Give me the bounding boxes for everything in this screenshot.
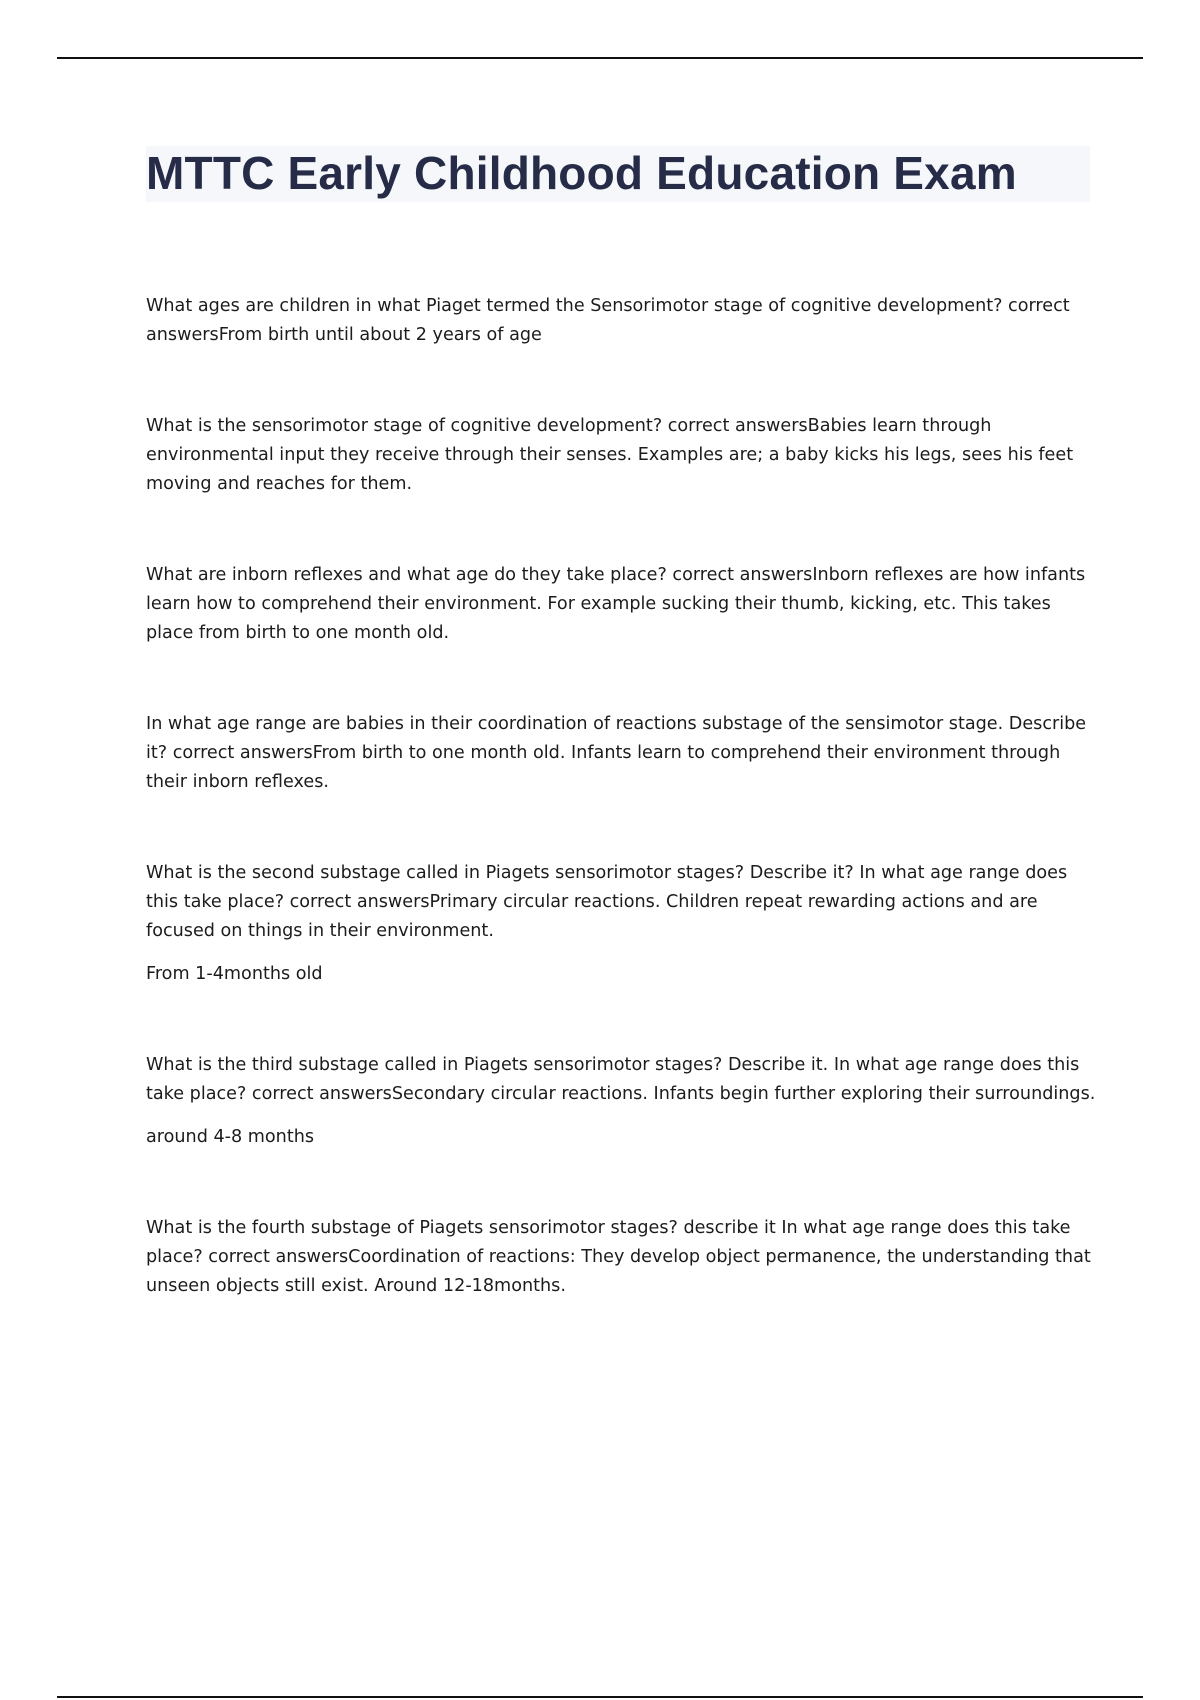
qa-item xyxy=(146,412,1096,499)
qa-text: In what age range are babies in their coordination of reactions substage of the sensimotor stage. Describe it? correct answersFrom birth to one month old. Infants learn to comprehend their environment through their inborn reflexes. xyxy=(146,714,1087,792)
qa-list xyxy=(146,292,1096,1363)
qa-item xyxy=(146,292,1096,350)
qa-text: What are inborn reflexes and what age do they take place? correct answersInborn reflexes are how infants learn how to comprehend their environment. For example sucking their thumb, kicking, etc. This takes place from birth to one month old. xyxy=(146,565,1086,643)
qa-item xyxy=(146,561,1096,648)
qa-extra-text: From 1-4months old xyxy=(146,964,323,984)
qa-item xyxy=(146,710,1096,797)
qa-text: What is the third substage called in Piagets sensorimotor stages? Describe it. In what age range does this take place? correct answersSecondary circular reactions. Infants begin further exploring their surroundings. xyxy=(146,1055,1096,1104)
qa-text: What ages are children in what Piaget termed the Sensorimotor stage of cognitive development? correct answersFrom birth until about 2 years of age xyxy=(146,296,1070,345)
header-rule xyxy=(57,57,1143,59)
qa-extra-text: around 4-8 months xyxy=(146,1127,315,1147)
qa-item xyxy=(146,1051,1096,1152)
footer-rule xyxy=(57,1696,1143,1698)
qa-item xyxy=(146,859,1096,989)
qa-item xyxy=(146,1214,1096,1301)
qa-text: What is the second substage called in Piagets sensorimotor stages? Describe it? In what age range does this take place? correct answersPrimary circular reactions. Children repeat rewarding actions and are focused on things in their environment. xyxy=(146,863,1068,941)
document-title: MTTC Early Childhood Education Exam xyxy=(146,147,1017,199)
qa-text: What is the fourth substage of Piagets sensorimotor stages? describe it In what age range does this take place? correct answersCoordination of reactions: They develop object permanence, the understanding that unseen objects still exist. Around 12-18months. xyxy=(146,1218,1091,1296)
qa-text: What is the sensorimotor stage of cognitive development? correct answersBabies learn through environmental input they receive through their senses. Examples are; a baby kicks his legs, sees his feet moving and reaches for them. xyxy=(146,416,1074,494)
